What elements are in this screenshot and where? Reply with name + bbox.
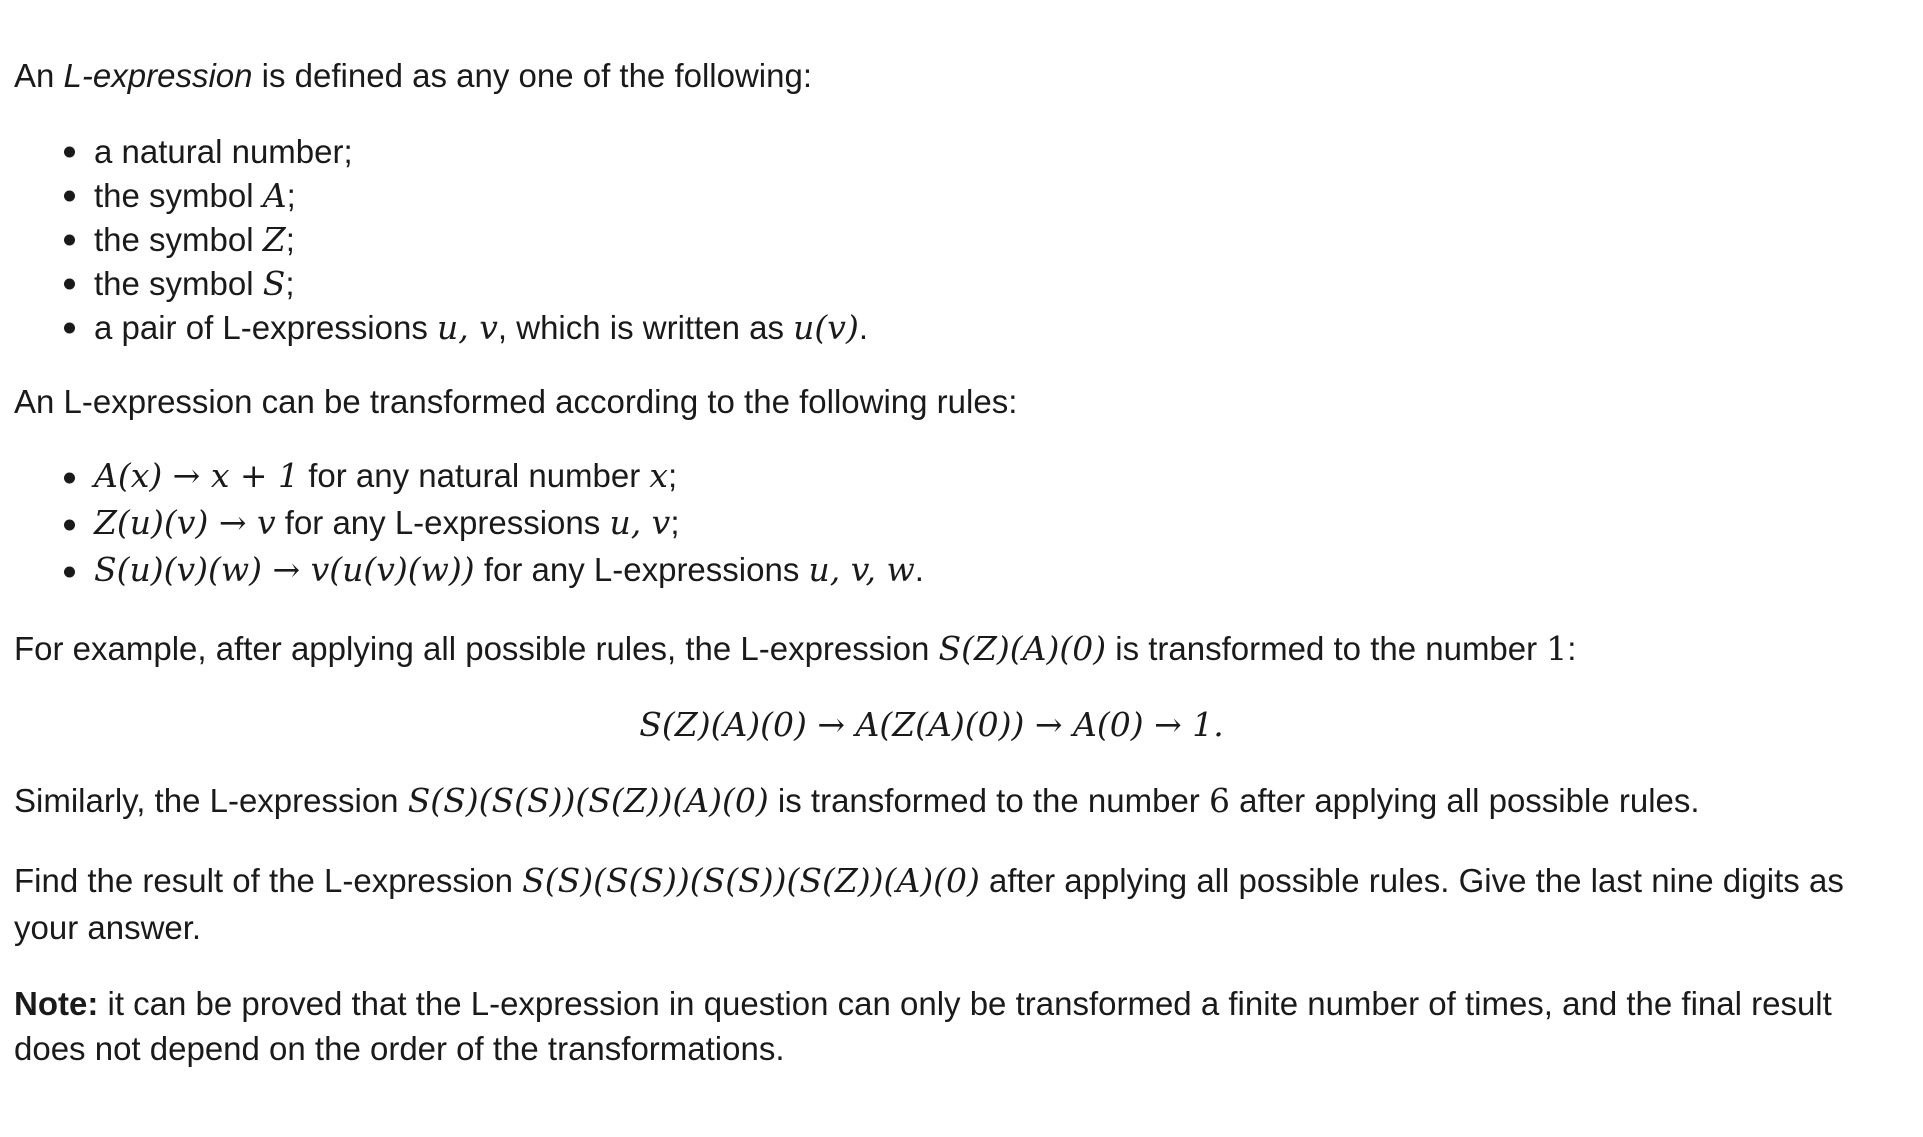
list-item: the symbol A; [14,174,1909,218]
note-label: Note: [14,985,99,1022]
list-item: Z(u)(v) → v for any L-expressions u, v; [14,501,1909,548]
rule-formula: Z(u)(v) → v [94,503,276,542]
list-item: a natural number; [14,130,1909,174]
note-paragraph: Note: it can be proved that the L-expression in question can only be transformed a finite number of times, and the final result does not depend on the order of the transformations. [14,985,1832,1067]
intro-paragraph: An L-expression is defined as any one of the following: [14,57,813,94]
rule-formula: S(u)(v)(w) → v(u(v)(w)) [94,550,475,589]
definition-list [14,130,1909,350]
list-item: a pair of L-expressions u, v, which is written as u(v). [14,306,1909,350]
rules-list [14,454,1909,595]
list-item: the symbol S; [14,262,1909,306]
rules-intro: An L-expression can be transformed according to the following rules: [14,383,1018,420]
list-item: A(x) → x + 1 for any natural number x; [14,454,1909,501]
list-item: S(u)(v)(w) → v(u(v)(w)) for any L-expressions u, v, w. [14,548,1909,595]
rule-formula: A(x) → x + 1 [94,456,300,495]
question-paragraph: Find the result of the L-expression S(S)(S(S))(S(S))(S(Z))(A)(0) after applying all possible rules. Give the last nine digits as your answer. [14,861,1844,946]
example-paragraph: For example, after applying all possible rules, the L-expression S(Z)(A)(0) is transformed to the number 1: [14,629,1577,668]
list-item: the symbol Z; [14,218,1909,262]
similar-paragraph: Similarly, the L-expression S(S)(S(S))(S(Z))(A)(0) is transformed to the number 6 after applying all possible rules. [14,781,1700,820]
term-l-expression: L-expression [63,57,253,94]
display-equation: S(Z)(A)(0) → A(Z(A)(0)) → A(0) → 1. [639,705,1224,744]
